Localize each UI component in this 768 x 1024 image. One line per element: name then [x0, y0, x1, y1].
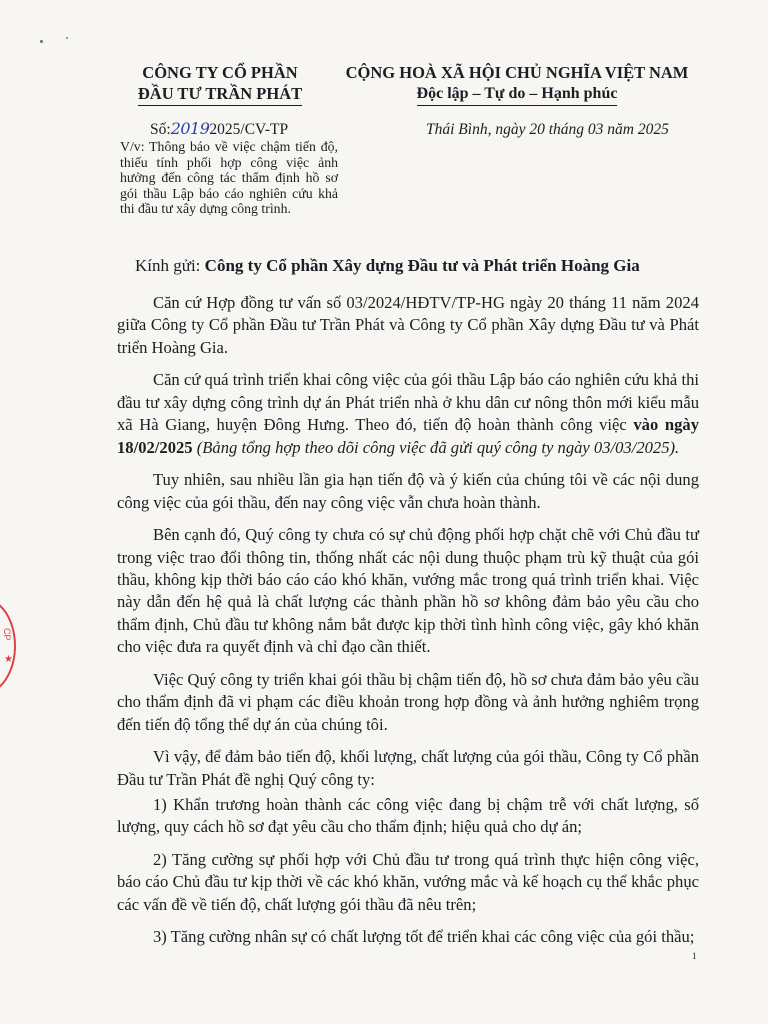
- request-item-1: 1) Khẩn trương hoàn thành các công việc đang bị chậm trễ với chất lượng, số lượng, quy cách hồ sơ đạt yêu cầu cho thẩm định; hiệu quả cho dự án;: [117, 795, 699, 837]
- national-motto: Độc lập – Tự do – Hạnh phúc: [417, 83, 618, 106]
- document-number-prefix: Số:: [150, 121, 171, 138]
- company-name-line2: ĐẦU TƯ TRẦN PHÁT: [138, 83, 302, 106]
- document-number: [150, 119, 288, 139]
- paragraph-extension: Tuy nhiên, sau nhiều lần gia hạn tiến độ và ý kiến của chúng tôi về các nội dung công việc của gói thầu, đến nay công việc vẫn chưa hoàn thành.: [117, 470, 699, 512]
- paragraph-contract-basis: Căn cứ Hợp đồng tư vấn số 03/2024/HĐTV/TP-HG ngày 20 tháng 11 năm 2024 giữa Công ty Cổ phần Đầu tư Trần Phát và Công ty Cổ phần Xây dựng Đầu tư và Phát triển Hoàng Gia.: [117, 293, 699, 357]
- company-name-line1: CÔNG TY CỔ PHẦN: [142, 63, 298, 82]
- letter-body: [117, 292, 699, 959]
- paragraph-request-intro: Vì vậy, để đảm bảo tiến độ, khối lượng, chất lượng của gói thầu, Công ty Cổ phần Đầu tư Trần Phát đề nghị Quý công ty:: [117, 747, 699, 789]
- tracking-table-note: (Bảng tổng hợp theo dõi công việc đã gửi quý công ty ngày 03/03/2025).: [192, 437, 680, 457]
- paragraph-violation: Việc Quý công ty triển khai gói thầu bị chậm tiến độ, hồ sơ chưa đảm bảo yêu cầu cho thẩm định đã vi phạm các điều khoản trong hợp đồng và ảnh hưởng nghiêm trọng đến tiến độ tổng thể dự án của chúng tôi.: [117, 669, 699, 734]
- scan-speck: [40, 40, 43, 43]
- paragraph-progress-basis: [117, 369, 699, 459]
- greeting-label: Kính gửi:: [135, 256, 205, 275]
- paragraph-coordination: Bên cạnh đó, Quý công ty chưa có sự chủ động phối hợp chặt chẽ với Chủ đầu tư trong việc trao đổi thông tin, thống nhất các nội dung thuộc phạm trù kỹ thuật của gói thầu, không kịp thời báo cáo cáo khó khăn, vướng mắc trong quá trình triển khai. Việc này dẫn đến hệ quả là chất lượng các thành phần hồ sơ không đảm bảo yêu cầu cho thẩm định, Chủ đầu tư không nắm bắt được kịp thời tình hình công việc, gây khó khăn cho việc đưa ra quyết định và chỉ đạo cần thiết.: [117, 525, 699, 657]
- stamp-text: CP: [2, 628, 12, 641]
- handwritten-number: 2019: [170, 119, 210, 138]
- stamp-star-icon: ★: [4, 654, 13, 665]
- place-date: Thái Bình, ngày 20 tháng 03 năm 2025: [426, 121, 669, 138]
- page-number: 1: [692, 951, 697, 961]
- company-header: [120, 62, 320, 106]
- greeting: [135, 256, 640, 276]
- national-header: [322, 62, 712, 106]
- paragraph-progress-text: Căn cứ quá trình triển khai công việc của gói thầu Lập báo cáo nghiên cứu khả thi đầu tư xây dựng công trình dự án Phát triển nhà ở khu dân cư nông thôn mới kiểu mẫu xã Hà Giang, huyện Đông Hưng. Theo đó, tiến độ hoàn thành công việc: [117, 370, 699, 435]
- scan-speck: [66, 37, 68, 39]
- document-number-suffix: 2025/CV-TP: [209, 121, 289, 138]
- nation-title: CỘNG HOÀ XÃ HỘI CHỦ NGHĨA VIỆT NAM: [345, 63, 689, 82]
- red-seal-stamp: [0, 598, 16, 694]
- request-item-2: 2) Tăng cường sự phối hợp với Chủ đầu tư trong quá trình thực hiện công việc, báo cáo Chủ đầu tư kịp thời về các khó khăn, vướng mắc và kế hoạch cụ thể khắc phục các vấn đề về tiến độ, chất lượng gói thầu đã nêu trên;: [117, 850, 699, 914]
- recipient-name: Công ty Cổ phần Xây dựng Đầu tư và Phát triển Hoàng Gia: [204, 256, 640, 275]
- request-item-3: 3) Tăng cường nhân sự có chất lượng tốt để triển khai các công việc của gói thầu;: [153, 927, 695, 947]
- subject-line: V/v: Thông báo về việc chậm tiến độ, thiếu tính phối hợp công việc ảnh hưởng đến công tác thẩm định hồ sơ gói thầu Lập báo cáo nghiên cứu khả thi đầu tư xây dựng công trình.: [120, 139, 338, 217]
- deadline-date: vào ngày 18/02/2025: [117, 415, 699, 457]
